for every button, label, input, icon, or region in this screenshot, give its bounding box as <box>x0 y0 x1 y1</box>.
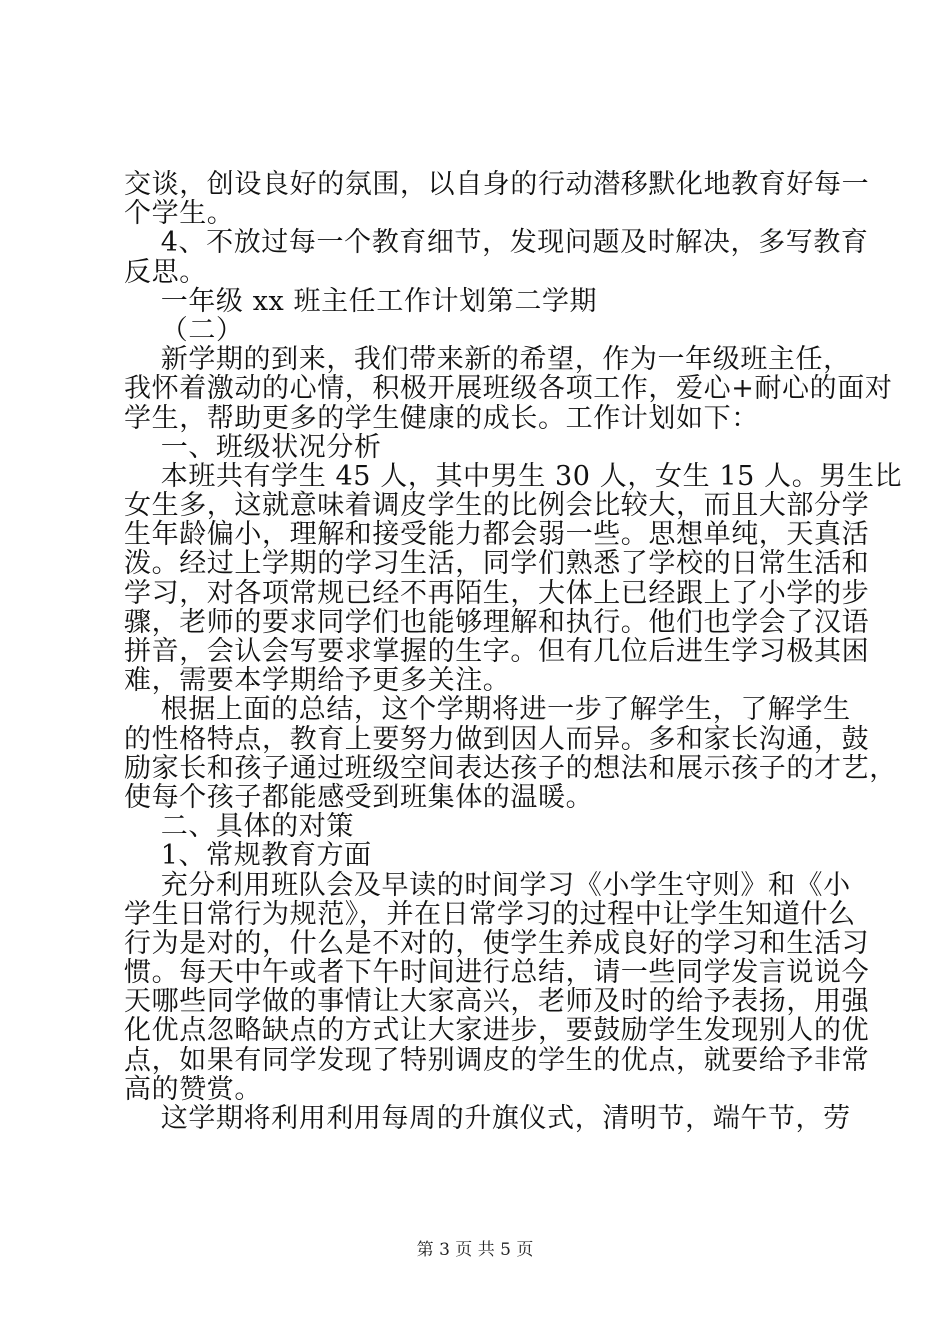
text-line: 个学生。 <box>124 198 235 230</box>
text-line: 天哪些同学做的事情让大家高兴，老师及时的给予表扬，用强 <box>124 986 870 1018</box>
text-line: 骤，老师的要求同学们也能够理解和执行。他们也学会了汉语 <box>124 606 870 638</box>
text-line: 拼音，会认会写要求掌握的生字。但有几位后进生学习极其困 <box>124 636 870 667</box>
text-line: 交谈，创设良好的氛围，以自身的行动潜移默化地教育好每一 <box>124 169 870 200</box>
text-line: 化优点忽略缺点的方式让大家进步，要鼓励学生发现别人的优 <box>124 1015 870 1047</box>
text-line: 行为是对的，什么是不对的，使学生养成良好的学习和生活习 <box>124 927 870 959</box>
text-line: 学生，帮助更多的学生健康的成长。工作计划如下： <box>124 402 759 434</box>
text-line: 励家长和孩子通过班级空间表达孩子的想法和展示孩子的才艺， <box>124 752 897 784</box>
text-line: 惯。每天中午或者下午时间进行总结，请一些同学发言说说今 <box>124 957 870 989</box>
page-number-footer: 第 3 页 共 5 页 <box>416 1240 534 1260</box>
text-line: 本班共有学生 45 人，其中男生 30 人，女生 15 人。男生比 <box>124 460 903 492</box>
text-line: 高的赞赏。 <box>124 1073 262 1105</box>
text-line: 难，需要本学期给予更多关注。 <box>124 665 511 697</box>
text-line: 的性格特点，教育上要努力做到因人而异。多和家长沟通，鼓 <box>124 723 870 755</box>
text-line: 充分利用班队会及早读的时间学习《小学生守则》和《小 <box>124 869 851 901</box>
text-line: 学生日常行为规范》，并在日常学习的过程中让学生知道什么 <box>124 898 856 930</box>
text-line: 4、不放过每一个教育细节，发现问题及时解决，多写教育 <box>124 227 869 259</box>
text-line: 点，如果有同学发现了特别调皮的学生的优点，就要给予非常 <box>124 1044 870 1076</box>
text-line: 使每个孩子都能感受到班集体的温暖。 <box>124 781 594 813</box>
text-line: 这学期将利用利用每周的升旗仪式，清明节，端午节，劳 <box>124 1103 851 1134</box>
text-line: 泼。经过上学期的学习生活，同学们熟悉了学校的日常生活和 <box>124 548 870 580</box>
text-line: 生年龄偏小，理解和接受能力都会弱一些。思想单纯，天真活 <box>124 519 870 551</box>
subsection-heading: 1、常规教育方面 <box>124 840 372 872</box>
section-title: 一年级 xx 班主任工作计划第二学期 <box>124 285 598 317</box>
text-line: 我怀着激动的心情，积极开展班级各项工作，爱心+耐心的面对 <box>124 373 893 405</box>
text-line: 根据上面的总结，这个学期将进一步了解学生，了解学生 <box>124 694 851 726</box>
section-heading: 二、具体的对策 <box>124 811 354 843</box>
section-heading: 一、班级状况分析 <box>124 431 382 463</box>
text-line: 新学期的到来，我们带来新的希望，作为一年级班主任， <box>124 344 851 376</box>
text-line: 反思。 <box>124 256 207 288</box>
text-line: 学习，对各项常规已经不再陌生，大体上已经跟上了小学的步 <box>124 577 870 609</box>
section-subtitle: （二） <box>124 314 244 346</box>
text-line: 女生多，这就意味着调皮学生的比例会比较大，而且大部分学 <box>124 490 870 522</box>
document-body <box>124 169 903 1134</box>
